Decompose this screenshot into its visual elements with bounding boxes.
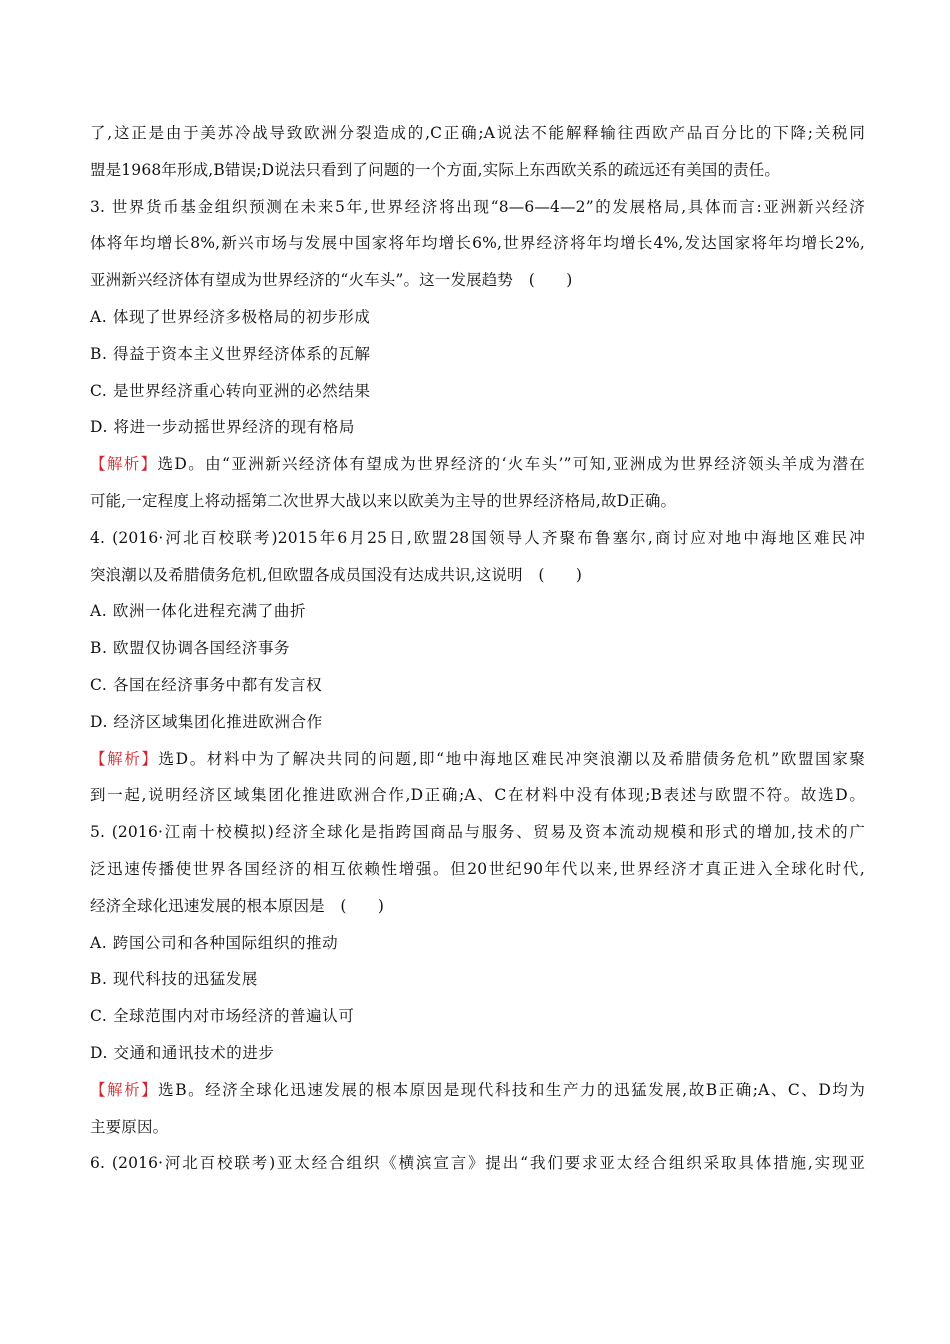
q4-analysis-text-1: 选D。材料中为了解决共同的问题,即“地中海地区难民冲突浪潮以及希腊债务危机”欧盟国家聚 xyxy=(158,749,866,768)
q3-stem-line-1: 3. 世界货币基金组织预测在未来5年,世界经济将出现“8—6—4—2”的发展格局,具体而言:亚洲新兴经济 xyxy=(90,197,865,216)
q4-analysis-line-2: 到一起,说明经济区域集团化推进欧洲合作,D正确;A、C在材料中没有体现;B表述与欧盟不符。故选D。 xyxy=(90,786,865,805)
analysis-tag: 【解析】 xyxy=(90,749,159,768)
q3-option-b: B. 得益于资本主义世界经济体系的瓦解 xyxy=(90,344,371,363)
q3-analysis-line-1 xyxy=(90,446,865,483)
q3-analysis-text-1: 选D。由“亚洲新兴经济体有望成为世界经济的‘火车头’”可知,亚洲成为世界经济领头羊成为潜在 xyxy=(157,455,865,474)
q5-stem-line-2: 泛迅速传播使世界各国经济的相互依赖性增强。但20世纪90年代以来,世界经济才真正进入全球化时代, xyxy=(90,859,865,878)
prev-answer-line-1: 了,这正是由于美苏冷战导致欧洲分裂造成的,C正确;A说法不能解释输往西欧产品百分比的下降;关税同 xyxy=(90,124,865,142)
q5-option-b: B. 现代科技的迅猛发展 xyxy=(90,970,258,989)
q5-option-a: A. 跨国公司和各种国际组织的推动 xyxy=(90,933,339,952)
q5-analysis-text-1: 选B。经济全球化迅速发展的根本原因是现代科技和生产力的迅猛发展,故B正确;A、C、D均为 xyxy=(158,1080,865,1099)
analysis-tag: 【解析】 xyxy=(90,1080,159,1099)
q4-option-d: D. 经济区域集团化推进欧洲合作 xyxy=(90,712,323,731)
q3-option-c: C. 是世界经济重心转向亚洲的必然结果 xyxy=(90,381,371,400)
q5-analysis-line-1 xyxy=(90,1072,865,1109)
q3-option-d: D. 将进一步动摇世界经济的现有格局 xyxy=(90,418,356,437)
q4-option-c: C. 各国在经济事务中都有发言权 xyxy=(90,675,323,694)
document-page xyxy=(90,115,865,1182)
q4-option-b: B. 欧盟仅协调各国经济事务 xyxy=(90,639,291,658)
q3-stem-line-2: 体将年均增长8%,新兴市场与发展中国家将年均增长6%,世界经济将年均增长4%,发达国家将年均增长2%, xyxy=(90,234,865,253)
q6-stem-line-1: 6. (2016·河北百校联考)亚太经合组织《横滨宣言》提出“我们要求亚太经合组织采取具体措施,实现亚 xyxy=(90,1154,865,1173)
q3-option-a: A. 体现了世界经济多极格局的初步形成 xyxy=(90,307,371,326)
q5-option-d: D. 交通和通讯技术的进步 xyxy=(90,1043,275,1062)
q4-analysis-line-1 xyxy=(90,741,865,778)
q4-option-a: A. 欧洲一体化进程充满了曲折 xyxy=(90,602,307,621)
q5-stem-line-1: 5. (2016·江南十校模拟)经济全球化是指跨国商品与服务、贸易及资本流动规模和形式的增加,技术的广 xyxy=(90,823,865,842)
q3-analysis-line-2: 可能,一定程度上将动摇第二次世界大战以来以欧美为主导的世界经济格局,故D正确。 xyxy=(90,491,677,510)
q5-option-c: C. 全球范围内对市场经济的普遍认可 xyxy=(90,1007,355,1026)
q5-analysis-line-2: 主要原因。 xyxy=(90,1117,169,1136)
q3-stem-line-3: 亚洲新兴经济体有望成为世界经济的“火车头”。这一发展趋势 ( ) xyxy=(90,271,573,290)
q4-stem-line-1: 4. (2016·河北百校联考)2015年6月25日,欧盟28国领导人齐聚布鲁塞尔,商讨应对地中海地区难民冲 xyxy=(90,528,865,547)
q4-stem-line-2: 突浪潮以及希腊债务危机,但欧盟各成员国没有达成共识,这说明 ( ) xyxy=(90,565,583,584)
q5-stem-line-3: 经济全球化迅速发展的根本原因是 ( ) xyxy=(90,896,385,915)
prev-answer-line-2: 盟是1968年形成,B错误;D说法只看到了问题的一个方面,实际上东西欧关系的疏远还有美国的责任。 xyxy=(90,160,781,179)
analysis-tag: 【解析】 xyxy=(90,455,158,474)
